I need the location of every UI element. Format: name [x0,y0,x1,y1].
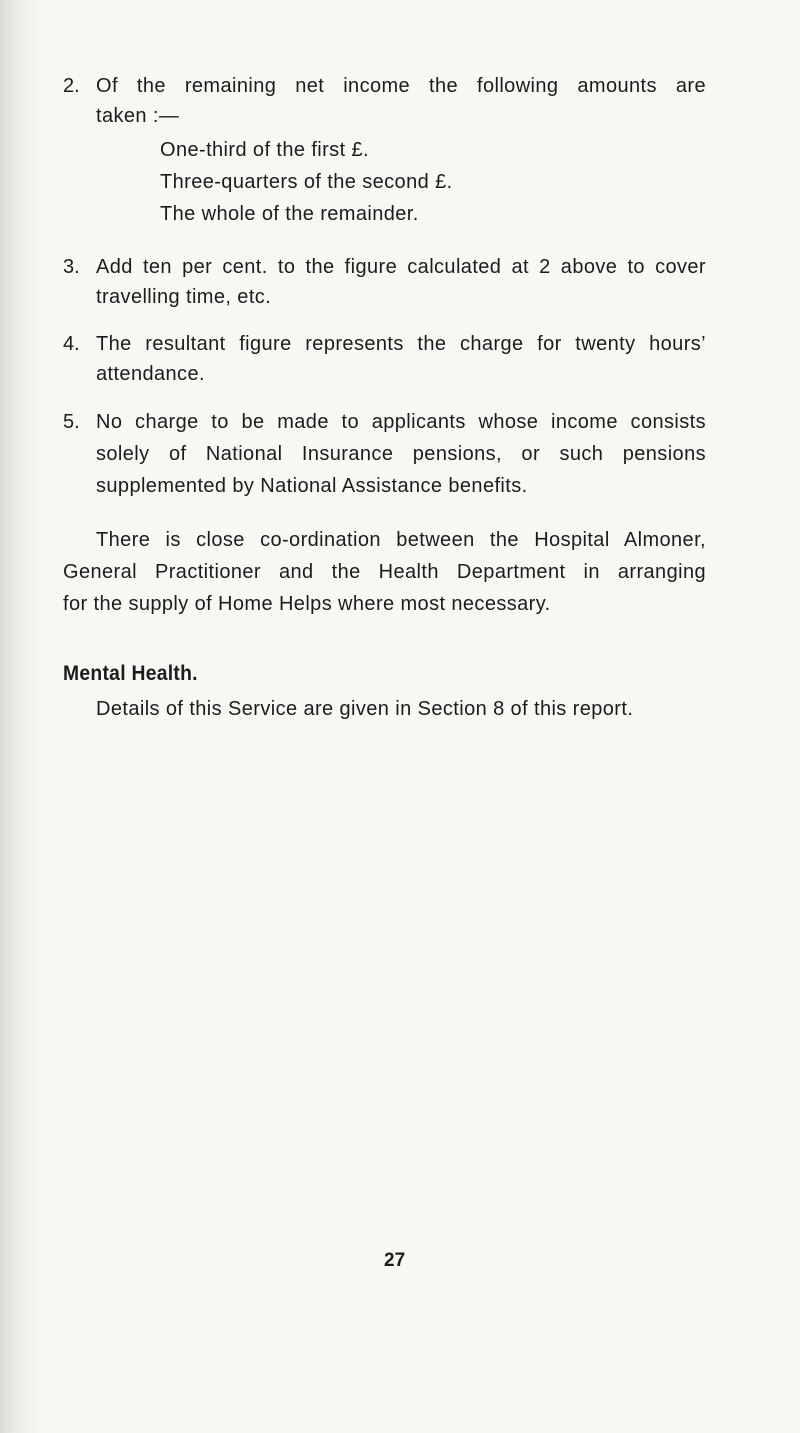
section-text: Details of this Service are given in Section 8 of this report. [96,698,634,720]
section-heading: Mental Health. [63,662,198,685]
item-2-line-1: Of the remaining net income the following amounts are [96,75,706,97]
item-5-line-2: solely of National Insurance pensions, or such pensions [96,443,706,465]
paragraph-line-3: for the supply of Home Helps where most necessary. [63,593,551,615]
item-4-line-1: The resultant figure represents the charge for twenty hours’ [96,333,706,355]
item-3-line-1: Add ten per cent. to the figure calculated at 2 above to cover [96,256,706,278]
paragraph-line-1: There is close co-ordination between the Hospital Almoner, [96,529,706,551]
item-5-line-3: supplemented by National Assistance benefits. [96,475,528,497]
item-4-line-2: attendance. [96,363,205,385]
item-2-sub-line-3: The whole of the remainder. [160,203,419,225]
item-2-sub-line-1: One-third of the first £. [160,139,369,161]
item-2-sub-line-2: Three-quarters of the second £. [160,171,453,193]
item-3-number: 3. [63,256,80,278]
page-number: 27 [384,1250,406,1271]
item-2-number: 2. [63,75,80,97]
item-3-line-2: travelling time, etc. [96,286,272,308]
item-4-number: 4. [63,333,80,355]
paragraph-line-2: General Practitioner and the Health Department in arranging [63,561,706,583]
item-2-line-2: taken :— [96,105,180,127]
item-5-line-1: No charge to be made to applicants whose income consists [96,411,706,433]
item-5-number: 5. [63,411,80,433]
